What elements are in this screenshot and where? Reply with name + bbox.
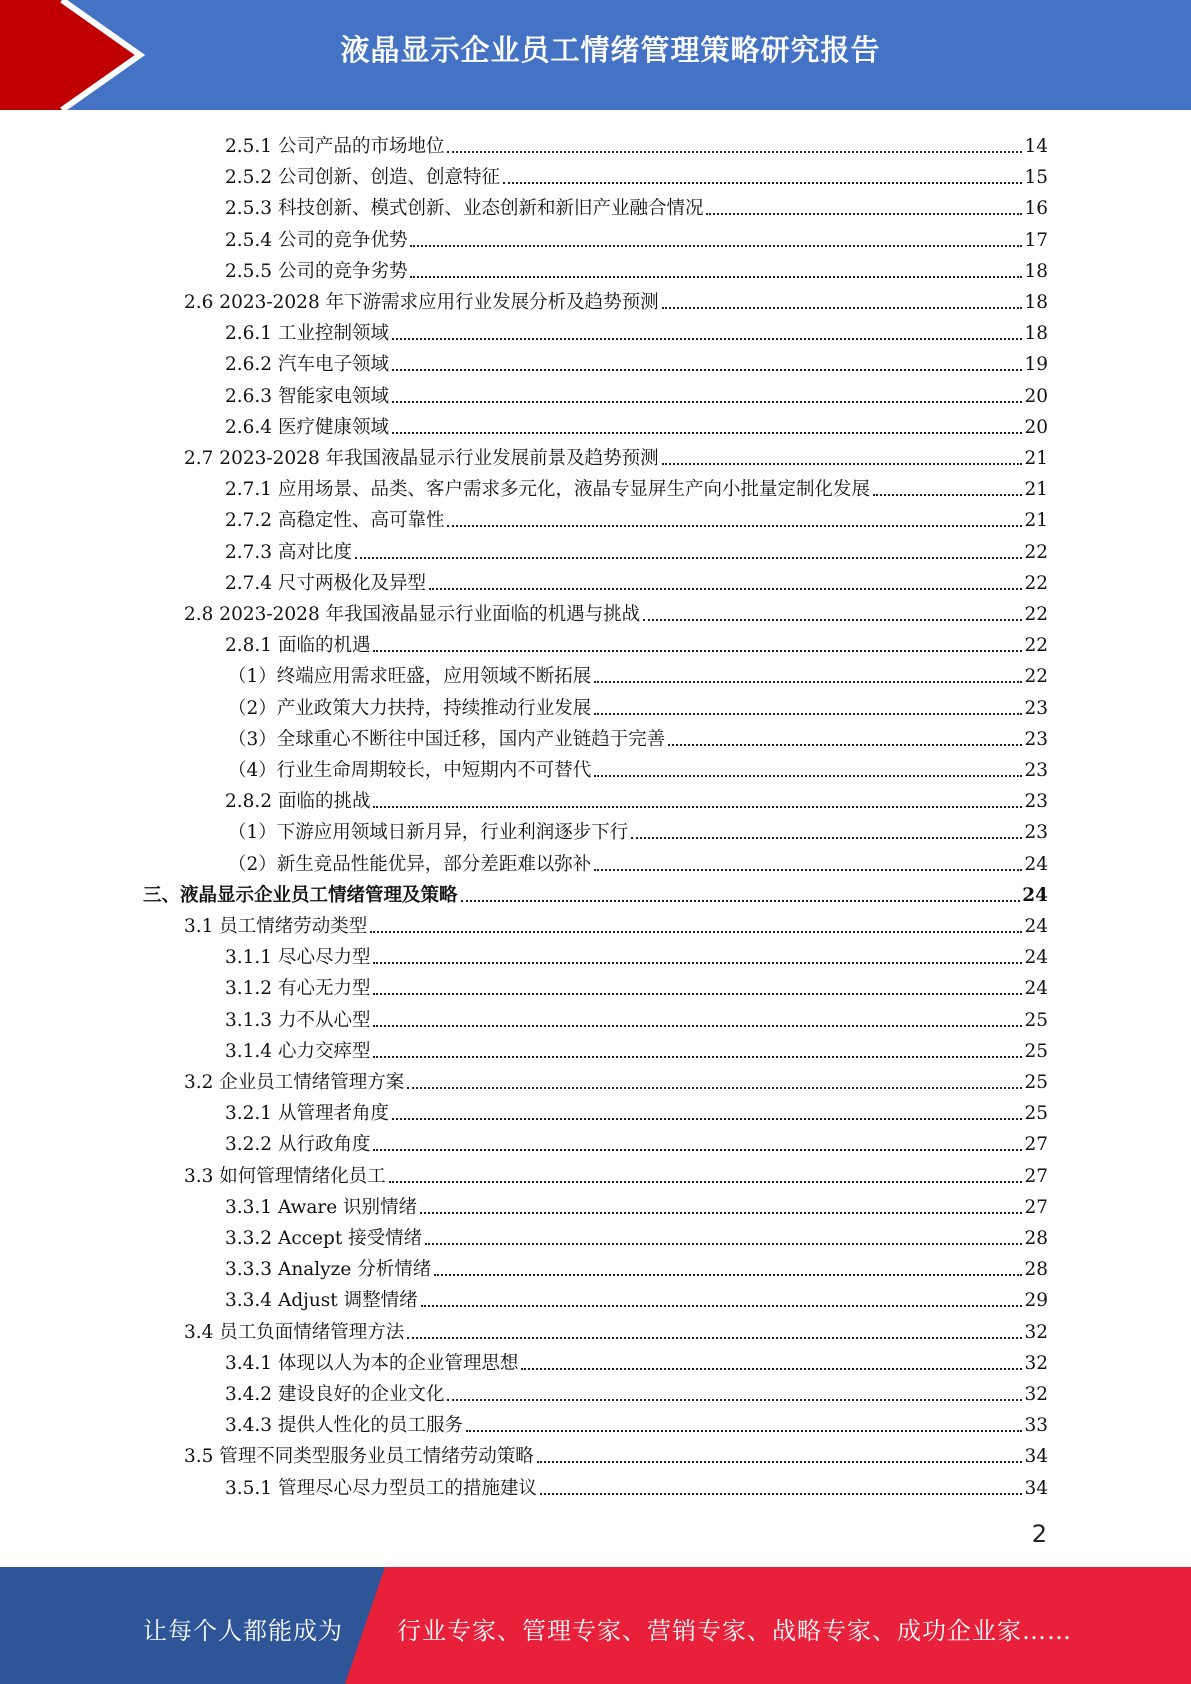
toc-dot-leader — [407, 1087, 1022, 1089]
toc-dot-leader — [373, 1056, 1022, 1058]
toc-entry-page: 24 — [1024, 916, 1048, 937]
toc-entry-page: 33 — [1024, 1415, 1048, 1436]
toc-entry[interactable] — [225, 189, 1048, 220]
toc-entry-label: 2.7.1 应用场景、品类、客户需求多元化，液晶专显屏生产向小批量定制化发展 — [225, 479, 870, 500]
toc-entry-label: 2.5.3 科技创新、模式创新、业态创新和新旧产业融合情况 — [225, 198, 704, 219]
toc-entry-label: 3.5.1 管理尽心尽力型员工的措施建议 — [225, 1478, 537, 1499]
toc-entry-page: 20 — [1024, 386, 1048, 407]
toc-entry[interactable] — [225, 252, 1048, 283]
toc-dot-leader — [373, 1025, 1022, 1027]
toc-entry-page: 27 — [1024, 1166, 1048, 1187]
toc-entry-label: （1）终端应用需求旺盛，应用领域不断拓展 — [228, 666, 592, 687]
toc-entry-page: 16 — [1024, 198, 1048, 219]
toc-dot-leader — [643, 619, 1022, 621]
toc-entry-label: 2.7.4 尺寸两极化及异型 — [225, 573, 426, 594]
toc-entry-label: 3.4.3 提供人性化的员工服务 — [225, 1415, 463, 1436]
toc-dot-leader — [410, 245, 1022, 247]
toc-entry-label: 3.2.2 从行政角度 — [225, 1134, 371, 1155]
toc-entry-label: （2）产业政策大力扶持，持续推动行业发展 — [228, 698, 592, 719]
toc-entry-label: 2.6 2023-2028 年下游需求应用行业发展分析及趋势预测 — [184, 292, 659, 313]
toc-dot-leader — [594, 869, 1022, 871]
toc-entry-page: 24 — [1022, 885, 1048, 906]
toc-entry-page: 18 — [1024, 323, 1048, 344]
toc-dot-leader — [425, 1243, 1022, 1245]
toc-entry[interactable] — [225, 1001, 1048, 1032]
toc-dot-leader — [407, 1337, 1022, 1339]
toc-entry-label: 3.1 员工情绪劳动类型 — [184, 916, 368, 937]
toc-entry-page: 29 — [1024, 1290, 1048, 1311]
toc-entry[interactable] — [225, 533, 1048, 564]
page-footer — [0, 1567, 1191, 1684]
toc-dot-leader — [392, 338, 1022, 340]
toc-entry-page: 25 — [1024, 1041, 1048, 1062]
toc-entry[interactable] — [225, 1281, 1048, 1312]
toc-entry-page: 23 — [1024, 791, 1048, 812]
footer-slogan-right: 行业专家、管理专家、营销专家、战略专家、成功企业家…… — [397, 1617, 1072, 1645]
toc-entry[interactable] — [225, 1406, 1048, 1437]
toc-entry-label: （3）全球重心不断往中国迁移，国内产业链趋于完善 — [228, 729, 666, 750]
toc-entry[interactable] — [225, 345, 1048, 376]
toc-entry-label: 2.6.4 医疗健康领域 — [225, 417, 389, 438]
toc-entry[interactable] — [225, 1375, 1048, 1406]
toc-dot-leader — [631, 837, 1022, 839]
toc-entry-label: 2.8 2023-2028 年我国液晶显示行业面临的机遇与挑战 — [184, 604, 641, 625]
toc-entry[interactable] — [225, 1094, 1048, 1125]
toc-entry-page: 23 — [1024, 822, 1048, 843]
toc-dot-leader — [373, 1149, 1022, 1151]
toc-dot-leader — [420, 1212, 1022, 1214]
toc-entry[interactable] — [225, 1125, 1048, 1156]
toc-entry-page: 25 — [1024, 1103, 1048, 1124]
toc-entry-label: 2.6.1 工业控制领域 — [225, 323, 389, 344]
toc-entry-page: 24 — [1024, 978, 1048, 999]
toc-entry-page: 22 — [1024, 573, 1048, 594]
toc-entry-page: 27 — [1024, 1134, 1048, 1155]
toc-entry-label: 3.3.1 Aware 识别情绪 — [225, 1197, 418, 1218]
toc-entry-label: 2.6.2 汽车电子领域 — [225, 354, 389, 375]
toc-entry-label: 3.2 企业员工情绪管理方案 — [184, 1072, 405, 1093]
page-number: 2 — [1031, 1520, 1047, 1548]
toc-entry-page: 22 — [1024, 604, 1048, 625]
toc-entry-page: 18 — [1024, 261, 1048, 282]
toc-entry-label: 3.1.3 力不从心型 — [225, 1010, 371, 1031]
toc-entry[interactable] — [228, 813, 1048, 844]
toc-entry-label: 2.7.2 高稳定性、高可靠性 — [225, 510, 445, 531]
toc-entry-page: 20 — [1024, 417, 1048, 438]
toc-entry-label: 2.5.4 公司的竞争优势 — [225, 230, 408, 251]
toc-dot-leader — [370, 931, 1022, 933]
toc-entry-page: 14 — [1024, 136, 1048, 157]
toc-dot-leader — [410, 276, 1022, 278]
toc-entry[interactable] — [184, 283, 1048, 314]
toc-entry-page: 23 — [1024, 760, 1048, 781]
toc-entry-label: 2.6.3 智能家电领域 — [225, 386, 389, 407]
toc-entry[interactable] — [225, 1344, 1048, 1375]
toc-entry-page: 22 — [1024, 635, 1048, 656]
toc-dot-leader — [392, 401, 1022, 403]
toc-entry-page: 22 — [1024, 666, 1048, 687]
toc-dot-leader — [447, 1399, 1022, 1401]
toc-entry[interactable] — [184, 907, 1048, 938]
toc-entry[interactable] — [184, 1063, 1048, 1094]
toc-entry[interactable] — [228, 720, 1048, 751]
toc-dot-leader — [373, 806, 1022, 808]
toc-entry-label: 3.2.1 从管理者角度 — [225, 1103, 389, 1124]
toc-entry[interactable] — [228, 689, 1048, 720]
toc-entry[interactable] — [225, 1219, 1048, 1250]
toc-entry[interactable] — [225, 782, 1048, 813]
toc-entry-page: 32 — [1024, 1353, 1048, 1374]
toc-dot-leader — [662, 463, 1023, 465]
toc-entry-page: 25 — [1024, 1072, 1048, 1093]
toc-dot-leader — [392, 1118, 1022, 1120]
toc-entry[interactable] — [225, 1250, 1048, 1281]
toc-entry[interactable] — [225, 221, 1048, 252]
toc-entry-page: 18 — [1024, 292, 1048, 313]
toc-entry-page: 32 — [1024, 1322, 1048, 1343]
toc-entry-page: 23 — [1024, 698, 1048, 719]
toc-entry-label: 3.1.1 尽心尽力型 — [225, 947, 371, 968]
toc-entry-page: 19 — [1024, 354, 1048, 375]
toc-dot-leader — [434, 1274, 1022, 1276]
toc-entry-label: 3.3.2 Accept 接受情绪 — [225, 1228, 423, 1249]
toc-entry-label: 3.4.1 体现以人为本的企业管理思想 — [225, 1353, 519, 1374]
toc-dot-leader — [355, 557, 1023, 559]
toc-entry-label: 3.3 如何管理情绪化员工 — [184, 1166, 386, 1187]
toc-dot-leader — [392, 432, 1022, 434]
toc-entry[interactable] — [184, 595, 1048, 626]
toc-entry[interactable] — [184, 439, 1048, 470]
toc-dot-leader — [594, 775, 1022, 777]
toc-entry-page: 21 — [1024, 448, 1048, 469]
toc-entry[interactable] — [225, 564, 1048, 595]
toc-entry[interactable] — [225, 1032, 1048, 1063]
toc-dot-leader — [594, 713, 1022, 715]
toc-entry[interactable] — [184, 1157, 1048, 1188]
toc-dot-leader — [447, 525, 1022, 527]
toc-dot-leader — [373, 650, 1022, 652]
toc-entry[interactable] — [184, 1313, 1048, 1344]
toc-entry[interactable] — [228, 845, 1048, 876]
toc-dot-leader — [373, 993, 1022, 995]
toc-entry[interactable] — [225, 470, 1048, 501]
toc-entry-page: 17 — [1024, 230, 1048, 251]
toc-entry-label: （2）新生竞品性能优异，部分差距难以弥补 — [228, 854, 592, 875]
toc-entry-label: 3.4 员工负面情绪管理方法 — [184, 1322, 405, 1343]
toc-dot-leader — [521, 1368, 1022, 1370]
toc-dot-leader — [540, 1493, 1022, 1495]
toc-entry[interactable] — [225, 158, 1048, 189]
toc-entry-page: 24 — [1024, 947, 1048, 968]
toc-entry-label: 3.1.4 心力交瘁型 — [225, 1041, 371, 1062]
toc-entry-label: （4）行业生命周期较长，中短期内不可替代 — [228, 760, 592, 781]
toc-entry-label: 3.3.3 Analyze 分析情绪 — [225, 1259, 432, 1280]
toc-entry[interactable] — [228, 657, 1048, 688]
toc-entry[interactable] — [225, 1469, 1048, 1500]
toc-entry-page: 25 — [1024, 1010, 1048, 1031]
toc-dot-leader — [447, 151, 1022, 153]
toc-entry[interactable] — [225, 127, 1048, 158]
toc-entry[interactable] — [225, 377, 1048, 408]
toc-entry[interactable] — [225, 969, 1048, 1000]
toc-entry[interactable] — [143, 876, 1048, 907]
toc-entry[interactable] — [225, 408, 1048, 439]
toc-dot-leader — [461, 900, 1021, 902]
toc-dot-leader — [392, 369, 1022, 371]
toc-entry[interactable] — [225, 314, 1048, 345]
toc-entry-page: 21 — [1024, 510, 1048, 531]
toc-entry-label: 2.7 2023-2028 年我国液晶显示行业发展前景及趋势预测 — [184, 448, 659, 469]
toc-entry-page: 22 — [1024, 542, 1048, 563]
toc-entry-label: 3.3.4 Adjust 调整情绪 — [225, 1290, 418, 1311]
toc-entry-label: 2.5.2 公司创新、创造、创意特征 — [225, 167, 500, 188]
toc-dot-leader — [503, 182, 1022, 184]
toc-entry-label: （1）下游应用领域日新月异，行业利润逐步下行 — [228, 822, 629, 843]
toc-entry[interactable] — [225, 938, 1048, 969]
toc-entry-page: 28 — [1024, 1228, 1048, 1249]
toc-entry-label: 3.1.2 有心无力型 — [225, 978, 371, 999]
toc-dot-leader — [389, 1181, 1023, 1183]
toc-entry-page: 32 — [1024, 1384, 1048, 1405]
toc-entry-label: 2.8.2 面临的挑战 — [225, 791, 371, 812]
report-title: 液晶显示企业员工情绪管理策略研究报告 — [340, 33, 881, 67]
toc-entry-label: 2.7.3 高对比度 — [225, 542, 352, 563]
toc-entry[interactable] — [225, 1188, 1048, 1219]
toc-entry-page: 34 — [1024, 1446, 1048, 1467]
toc-entry-page: 24 — [1024, 854, 1048, 875]
toc-entry-page: 28 — [1024, 1259, 1048, 1280]
toc-dot-leader — [706, 213, 1022, 215]
toc-dot-leader — [873, 494, 1022, 496]
toc-entry[interactable] — [228, 751, 1048, 782]
toc-entry-page: 34 — [1024, 1478, 1048, 1499]
toc-entry-label: 3.4.2 建设良好的企业文化 — [225, 1384, 445, 1405]
toc-dot-leader — [466, 1430, 1022, 1432]
toc-entry-label: 2.5.5 公司的竞争劣势 — [225, 261, 408, 282]
toc-entry-label: 三、液晶显示企业员工情绪管理及策略 — [143, 885, 458, 906]
toc-dot-leader — [429, 588, 1022, 590]
toc-entry[interactable] — [225, 626, 1048, 657]
toc-entry-page: 21 — [1024, 479, 1048, 500]
toc-entry-page: 23 — [1024, 729, 1048, 750]
footer-slogan-left: 让每个人都能成为 — [143, 1617, 343, 1645]
toc-dot-leader — [668, 744, 1022, 746]
toc-entry-page: 15 — [1024, 167, 1048, 188]
toc-entry-label: 2.5.1 公司产品的市场地位 — [225, 136, 445, 157]
toc-dot-leader — [662, 307, 1023, 309]
toc-entry[interactable] — [184, 1437, 1048, 1468]
toc-dot-leader — [421, 1305, 1023, 1307]
toc-entry-page: 27 — [1024, 1197, 1048, 1218]
toc-dot-leader — [594, 681, 1022, 683]
toc-entry-label: 3.5 管理不同类型服务业员工情绪劳动策略 — [184, 1446, 534, 1467]
page-header — [0, 0, 1191, 110]
toc-dot-leader — [373, 962, 1022, 964]
toc-dot-leader — [537, 1461, 1023, 1463]
toc-entry-label: 2.8.1 面临的机遇 — [225, 635, 371, 656]
toc-entry[interactable] — [225, 501, 1048, 532]
